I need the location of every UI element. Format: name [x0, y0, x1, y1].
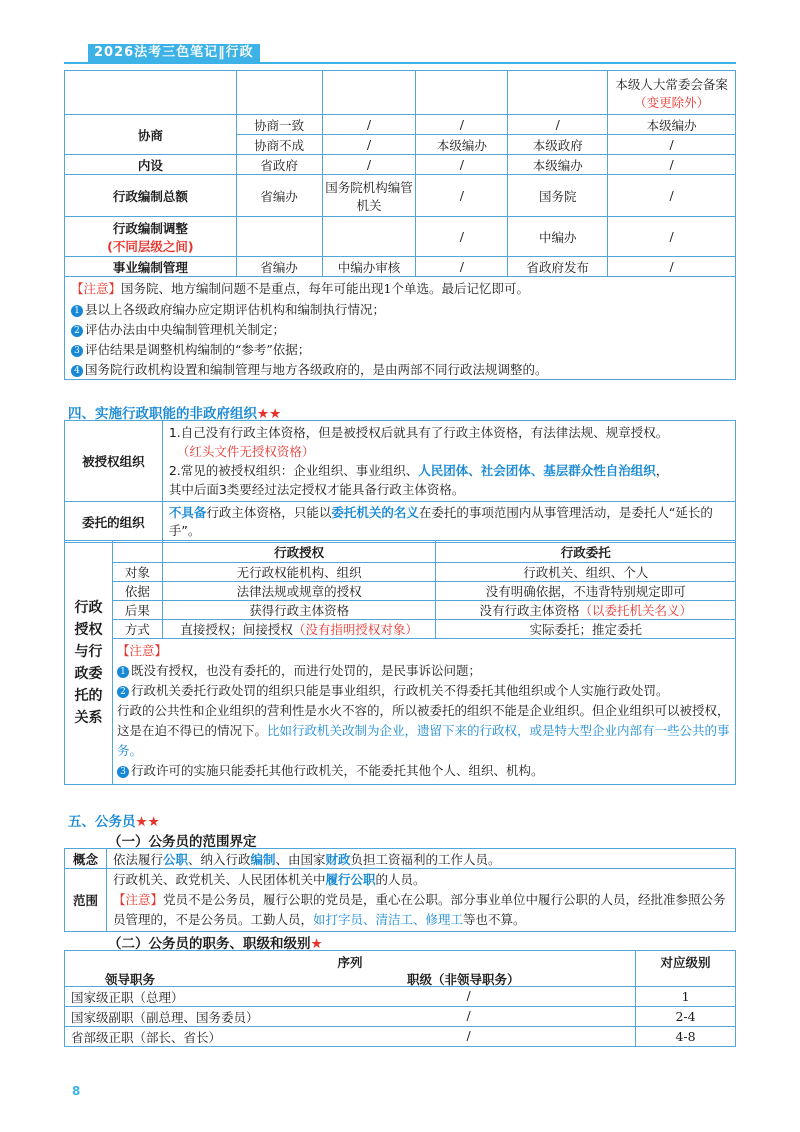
cell: 本级政府 [508, 135, 608, 155]
cell: / [322, 115, 416, 135]
scope-table [64, 848, 736, 932]
n1: 既没有授权，也没有委托的，而进行处罚的，是民事诉讼问题； [130, 663, 481, 678]
row-key: 对象 [112, 563, 162, 582]
row-b: 行政机关、组织、个人 [436, 563, 736, 582]
rank-b: / [466, 1027, 471, 1043]
fw-note: 党员不是公务员，履行公职的党员是，重心在公职。部分事业单位中履行公职的人员，经批准参照公务员管理的，不是公务员。工勤人员， [112, 892, 726, 927]
shiye-label: 事业编制管理 [65, 257, 237, 277]
sub2-title [108, 932, 323, 952]
top-row-text: 本级人大常委会备案 [615, 76, 728, 92]
sub1-title: （一）公务员的范围界定 [108, 834, 257, 850]
num-badge: 1 [117, 666, 129, 678]
beishouquan-label: 被授权组织 [65, 421, 163, 502]
row-a: 直接授权；间接授权 [180, 622, 293, 637]
neishe-label: 内设 [65, 155, 237, 175]
cell: 本级编办 [416, 135, 508, 155]
p2-b: ， [655, 463, 669, 478]
rank-c: 2-4 [636, 1007, 736, 1027]
note-line: 国务院行政机构设置和编制管理与地方各级政府的，是由两部不同行政法规调整的。 [85, 362, 548, 377]
row-b-red: （以委托机关名义） [579, 603, 692, 618]
tiaozheng-label-cell [65, 217, 237, 257]
cell: 协商一致 [236, 115, 322, 135]
num-badge: 2 [71, 325, 83, 337]
relation-label: 行政授权与行政委托的关系 [65, 541, 113, 785]
star: ★ [310, 936, 323, 952]
weituo-t1: 行政主体资格，只能以 [206, 505, 332, 520]
tiaozheng-red: (不同层级之间) [107, 238, 194, 254]
p2-c: 其中后面3类要经过法定授权才能具备行政主体资格。 [168, 482, 465, 497]
row-key: 方式 [112, 620, 162, 639]
cell [236, 217, 322, 257]
p2-blue: 人民团体、社会团体、基层群众性自治组织 [418, 463, 656, 478]
cell: 中编办 [508, 217, 608, 257]
num-badge: 4 [71, 365, 83, 377]
weituo-blue2: 委托机关的名义 [331, 505, 419, 520]
header-title: 2026法考三色笔记‖行政 [88, 44, 260, 62]
note-line: 评估办法由中央编制管理机关制定； [85, 322, 286, 337]
num-badge: 3 [71, 345, 83, 357]
weituo-t2: 在委托的事项范围内从事管理活动，是委托人“延长的手”。 [168, 505, 713, 538]
fw-note-end: 等也不算。 [462, 912, 526, 927]
cell: 国务院机构编管机关 [322, 175, 416, 217]
rank-a: 国家级副职（副总理、国务委员） [71, 1009, 259, 1025]
h-lingdao: 领导职务 [105, 972, 156, 987]
cell: / [508, 115, 608, 135]
section4-title [68, 402, 281, 422]
rank-row [65, 1027, 636, 1047]
p1: 1.自己没有行政主体资格，但是被授权后就具有了行政主体资格，有法律法规、规章授权。 [168, 425, 669, 440]
note-line: 国务院、地方编制问题不是重点，每年可能出现1个单选。最后记忆即可。 [121, 281, 529, 296]
fanwei-label: 范围 [65, 869, 107, 932]
n2: 行政机关委托行政处罚的组织只能是事业组织，行政机关不得委托其他组织或个人实施行政处罚。 [130, 683, 669, 698]
cell: 本级编办 [608, 115, 736, 135]
n3: 行政许可的实施只能委托其他行政机关，不能委托其他个人、组织、机构。 [130, 763, 544, 778]
cell: / [416, 257, 508, 277]
gn-d: 、由国家 [275, 851, 326, 867]
gn-e: 负担工资福利的工作人员。 [350, 851, 501, 867]
xieshang-label: 协商 [65, 115, 237, 155]
page-number: 8 [72, 1084, 81, 1098]
rank-a: 省部级正职（部长、省长） [71, 1029, 222, 1045]
fanwei-content [106, 869, 735, 932]
note-tag: 【注意】 [116, 643, 167, 658]
cell: / [608, 257, 736, 277]
p1-red: （红头文件无授权资格） [176, 444, 315, 459]
cell [322, 217, 416, 257]
note-tag: 【注意】 [71, 281, 122, 296]
gainian-label: 概念 [65, 849, 107, 869]
cell: / [608, 135, 736, 155]
fw-note-tag: 【注意】 [112, 892, 163, 907]
row-b: 实际委托；推定委托 [436, 620, 736, 639]
section5-title [68, 810, 160, 830]
org-table [64, 420, 736, 543]
gainian-content [106, 849, 735, 869]
cell: / [608, 155, 736, 175]
section5-title-text: 五、公务员 [68, 814, 136, 830]
cell: 本级编办 [508, 155, 608, 175]
cell: 省编办 [236, 175, 322, 217]
fw-b: 履行公职 [325, 872, 376, 887]
cell: / [416, 175, 508, 217]
cell: / [608, 217, 736, 257]
zonge-label: 行政编制总额 [65, 175, 237, 217]
cell: 省政府发布 [508, 257, 608, 277]
gn-b3: 财政 [325, 851, 351, 867]
top-row-cell [608, 71, 736, 115]
cell: 省编办 [236, 257, 322, 277]
rank-table [64, 950, 736, 1047]
h-xulie: 序列 [337, 955, 363, 970]
cell: / [322, 155, 416, 175]
col-weituo: 行政委托 [436, 541, 736, 563]
cell: / [416, 217, 508, 257]
fw-a: 行政机关、政党机关、人民团体机关中 [112, 872, 326, 887]
p2-a: 2.常见的被授权组织：企业组织、事业组织、 [168, 463, 419, 478]
n2b: 行政的公共性和企业组织的营利性是水火不容的，所以被委托的组织不能是企业组织。但企业组织可以被授权，这是在迫不得已的情况下。 [116, 703, 730, 738]
row-a-red: （没有指明授权对象） [292, 622, 418, 637]
weituo-blue1: 不具备 [168, 505, 207, 520]
fw-note-blue: 如打字员、清洁工、修理工 [312, 912, 463, 927]
row-key: 后果 [112, 601, 162, 620]
section4-title-text: 四、实施行政职能的非政府组织 [68, 406, 257, 422]
gn-c: 、纳入行政 [187, 851, 251, 867]
cell: / [608, 175, 736, 217]
sub2-title-text: （二）公务员的职务、职级和级别 [108, 936, 311, 952]
rank-a: 国家级正职（总理） [71, 989, 184, 1005]
relation-table [64, 540, 736, 785]
budget-table [64, 70, 736, 277]
stars: ★★ [135, 814, 160, 830]
stars: ★★ [257, 406, 282, 422]
row-a: 法律法规或规章的授权 [162, 582, 436, 601]
row-b-cell [436, 601, 736, 620]
row-a-cell [162, 620, 436, 639]
top-row-red: （变更除外） [634, 94, 710, 110]
h-zhiji: 职级（非领导职务） [407, 972, 520, 987]
gn-b2: 编制 [250, 851, 276, 867]
fw-c: 的人员。 [375, 872, 426, 887]
cell: 协商不成 [236, 135, 322, 155]
h-xulie-cell [65, 951, 636, 987]
col-shouquan: 行政授权 [162, 541, 436, 563]
header-divider [64, 62, 736, 64]
num-badge: 1 [71, 305, 83, 317]
n2-blue: 比如行政机关改制为企业，遗留下来的行政权，或是特大型企业内部有一些公共的事务。 [116, 723, 730, 758]
tiaozheng-label: 行政编制调整 [112, 220, 188, 236]
num-badge: 2 [117, 686, 129, 698]
cell: / [322, 135, 416, 155]
row-b: 没有明确依据，不违背特别规定即可 [436, 582, 736, 601]
row-key: 依据 [112, 582, 162, 601]
note-box-1 [64, 276, 736, 380]
weituo-label: 委托的组织 [65, 502, 163, 543]
row-a: 获得行政主体资格 [162, 601, 436, 620]
rank-b: / [466, 1007, 471, 1023]
rank-c: 1 [636, 987, 736, 1007]
row-a: 无行政权能机构、组织 [162, 563, 436, 582]
note-line: 评估结果是调整机构编制的“参考”依据； [85, 342, 311, 357]
num-badge: 3 [117, 766, 129, 778]
cell: / [416, 155, 508, 175]
cell: 中编办审核 [322, 257, 416, 277]
cell: 国务院 [508, 175, 608, 217]
note-line: 县以上各级政府编办应定期评估机构和编制执行情况； [85, 302, 386, 317]
rank-c: 4-8 [636, 1027, 736, 1047]
gn-b1: 公职 [162, 851, 188, 867]
cell: 省政府 [236, 155, 322, 175]
gn-a: 依法履行 [112, 851, 163, 867]
rank-b: / [466, 987, 471, 1003]
row-b: 没有行政主体资格 [479, 603, 580, 618]
beishouquan-content [162, 421, 735, 502]
h-duiying: 对应级别 [636, 951, 736, 987]
weituo-content [162, 502, 735, 543]
cell: / [416, 115, 508, 135]
rank-row [65, 1007, 636, 1027]
rank-row [65, 987, 636, 1007]
relation-note [112, 639, 735, 785]
